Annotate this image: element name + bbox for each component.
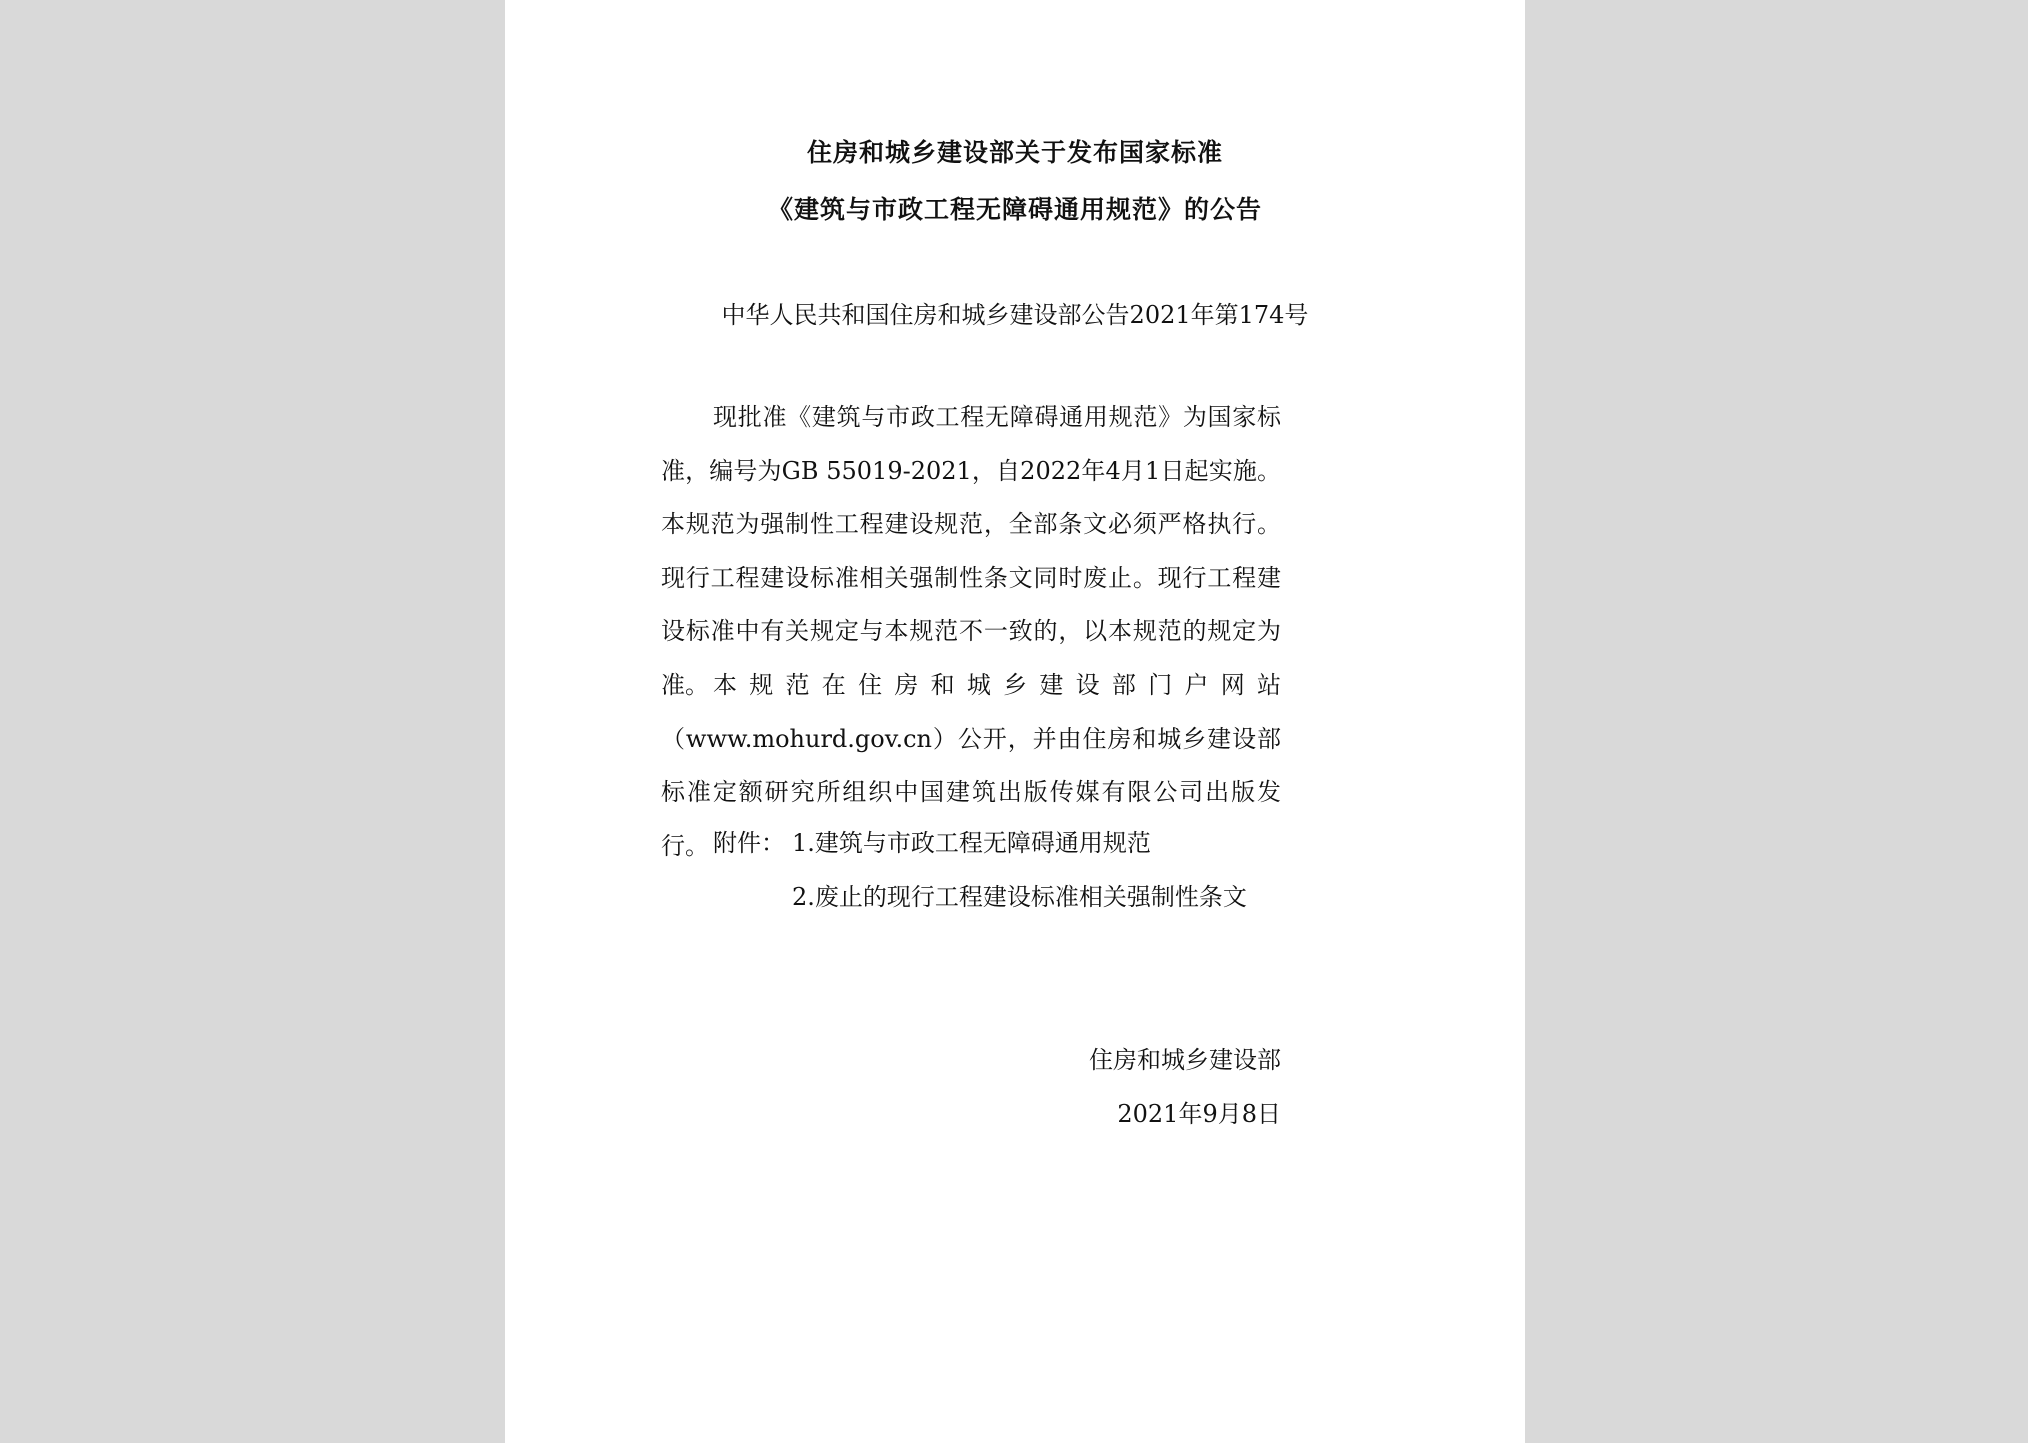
announcement-number: 中华人民共和国住房和城乡建设部公告2021年第174号 [721, 301, 1309, 329]
attachment-item-2: 2.废止的现行工程建设标准相关强制性条文 [792, 883, 1247, 911]
attachment-item-1: 1.建筑与市政工程无障碍通用规范 [792, 829, 1151, 857]
signatory: 住房和城乡建设部 [1089, 1046, 1281, 1074]
issue-date: 2021年9月8日 [1117, 1100, 1281, 1128]
attachment-label: 附件： [713, 829, 785, 857]
document-page [505, 0, 1525, 1443]
body-paragraph-approval: 现批准《建筑与市政工程无障碍通用规范》为国家标准，编号为GB 55019-2021，自2022年4月1日起实施。本规范为强制性工程建设规范，全部条文必须严格执行。现行工程建设标准相关强制性条文同时废止。现行工程建设标准中有关规定与本规范不一致的，以本规范的规定为准。 [661, 403, 1281, 699]
document-title-line2: 《建筑与市政工程无障碍通用规范》的公告 [767, 195, 1262, 224]
body-paragraph-publication: 本规范在住房和城乡建设部门户网站（www.mohurd.gov.cn）公开，并由住房和城乡建设部标准定额研究所组织中国建筑出版传媒有限公司出版发行。 [661, 671, 1281, 860]
document-title-line1: 住房和城乡建设部关于发布国家标准 [806, 138, 1223, 167]
